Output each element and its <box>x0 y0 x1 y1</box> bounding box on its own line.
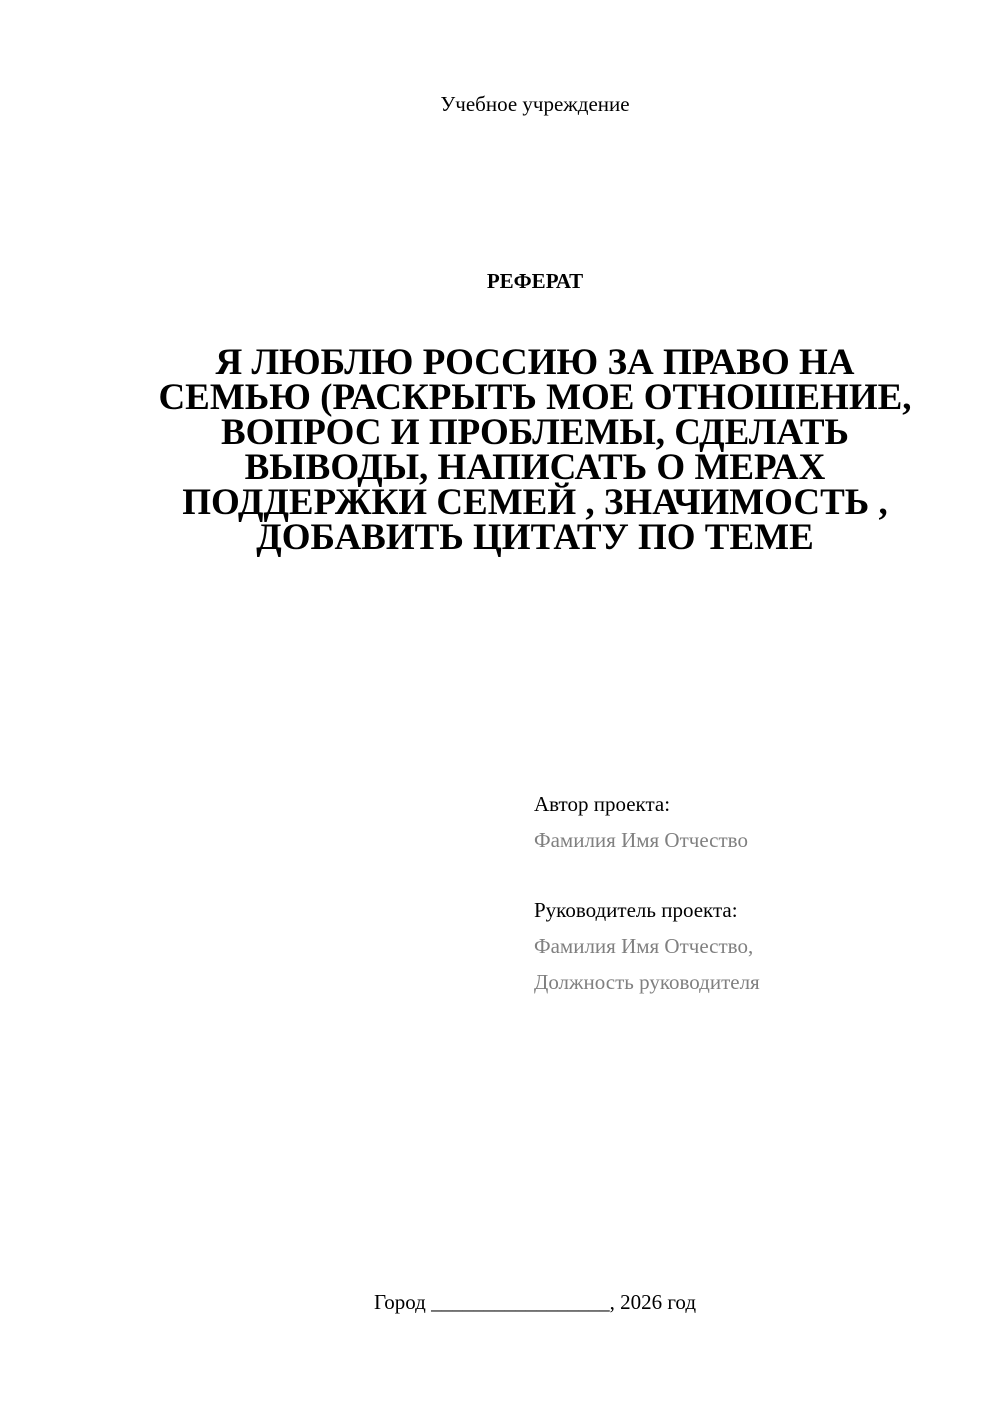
author-name: Фамилия Имя Отчество <box>534 828 748 852</box>
city-year-footer: Город _________________, 2026 год <box>373 1290 697 1314</box>
institution-name: Учебное учреждение <box>440 92 630 116</box>
document-title: Я ЛЮБЛЮ РОССИЮ ЗА ПРАВО НА СЕМЬЮ (РАСКРЫТЬ МОЕ ОТНОШЕНИЕ, ВОПРОС И ПРОБЛЕМЫ, СДЕЛАТЬ ВЫВОДЫ, НАПИСАТЬ О МЕРАХ ПОДДЕРЖКИ СЕМЕЙ , ЗНАЧИМОСТЬ , ДОБАВИТЬ ЦИТАТУ ПО ТЕМЕ <box>158 342 912 558</box>
document-type-heading: РЕФЕРАТ <box>486 269 584 293</box>
author-block <box>534 786 748 858</box>
supervisor-name: Фамилия Имя Отчество, <box>534 934 754 958</box>
supervisor-block <box>534 892 760 1000</box>
supervisor-label: Руководитель проекта: <box>534 898 738 922</box>
author-label: Автор проекта: <box>534 792 671 816</box>
supervisor-position: Должность руководителя <box>534 970 760 994</box>
